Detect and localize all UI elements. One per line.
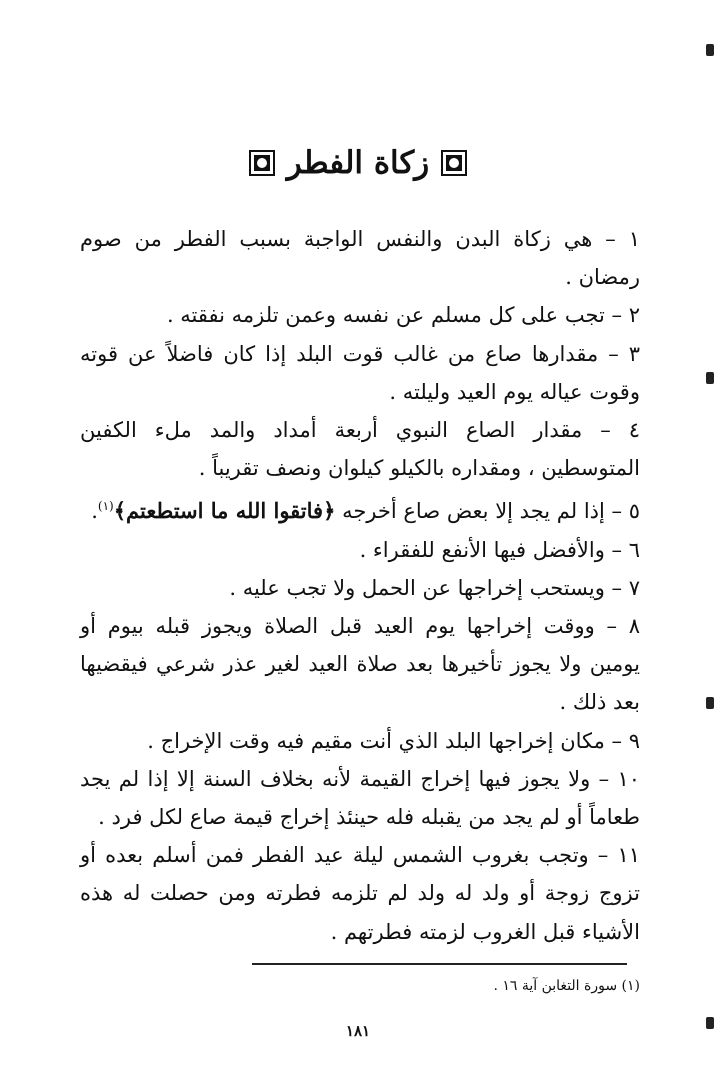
paragraph-11: ١١ – وتجب بغروب الشمس ليلة عيد الفطر فمن أسلم بعده أو تزوج زوجة أو ولد له ولد لم تلزمه فطرته ومن حصلت له هذه الأشياء قبل الغروب لزمته فطرتهم . (80, 843, 640, 944)
paragraph-4: ٤ – مقدار الصاع النبوي أربعة أمداد والمد ملء الكفين المتوسطين ، ومقداره بالكيلو كيلوان ونصف تقريباً . (80, 418, 640, 481)
paragraph-10: ١٠ – ولا يجوز فيها إخراج القيمة لأنه بخلاف السنة إلا إذا لم يجد طعاماً أو لم يجد من يقبله فله حينئذ إخراج قيمة صاع لكل فرد . (80, 766, 640, 830)
quran-quote: ﴿فاتقوا الله ما استطعتم﴾ (113, 498, 336, 524)
ornament-icon (441, 150, 467, 176)
footnote: (١) سورة التغابن آية ١٦ . (493, 978, 640, 994)
page-number: ١٨١ (345, 1022, 371, 1040)
footnote-mark: (١) (97, 499, 114, 514)
paragraph-2: ٢ – تجب على كل مسلم عن نفسه وعمن تلزمه نفقته . (166, 303, 640, 328)
paragraph-9: ٩ – مكان إخراجها البلد الذي أنت مقيم فيه وقت الإخراج . (147, 728, 640, 753)
paragraph-6: ٦ – والأفضل فيها الأنفع للفقراء . (359, 537, 640, 562)
ornament-icon (249, 150, 275, 176)
title-text: زكاة الفطر (286, 145, 430, 181)
edge-mark (706, 372, 714, 384)
body-text (80, 220, 640, 951)
paragraph-5 (80, 487, 640, 530)
paragraph-5-end: . (91, 499, 98, 524)
paragraph-3: ٣ – مقدارها صاع من غالب قوت البلد إذا كان فاضلاً عن قوته وقوت عياله يوم العيد وليلته . (80, 341, 640, 404)
edge-mark (706, 44, 714, 56)
paragraph-1: ١ – هي زكاة البدن والنفس الواجبة بسبب الفطر من صوم رمضان . (80, 227, 640, 290)
edge-mark (706, 697, 714, 709)
paragraph-5-text: ٥ – إذا لم يجد إلا بعض صاع أخرجه (335, 499, 640, 524)
footnote-divider (252, 963, 627, 965)
paragraph-7: ٧ – ويستحب إخراجها عن الحمل ولا تجب عليه . (229, 575, 640, 600)
paragraph-8: ٨ – ووقت إخراجها يوم العيد قبل الصلاة ويجوز قبله بيوم أو يومين ولا يجوز تأخيرها بعد صلاة العيد لغير عذر شرعي فيقضيها بعد ذلك . (80, 614, 640, 715)
page-title (0, 143, 716, 183)
